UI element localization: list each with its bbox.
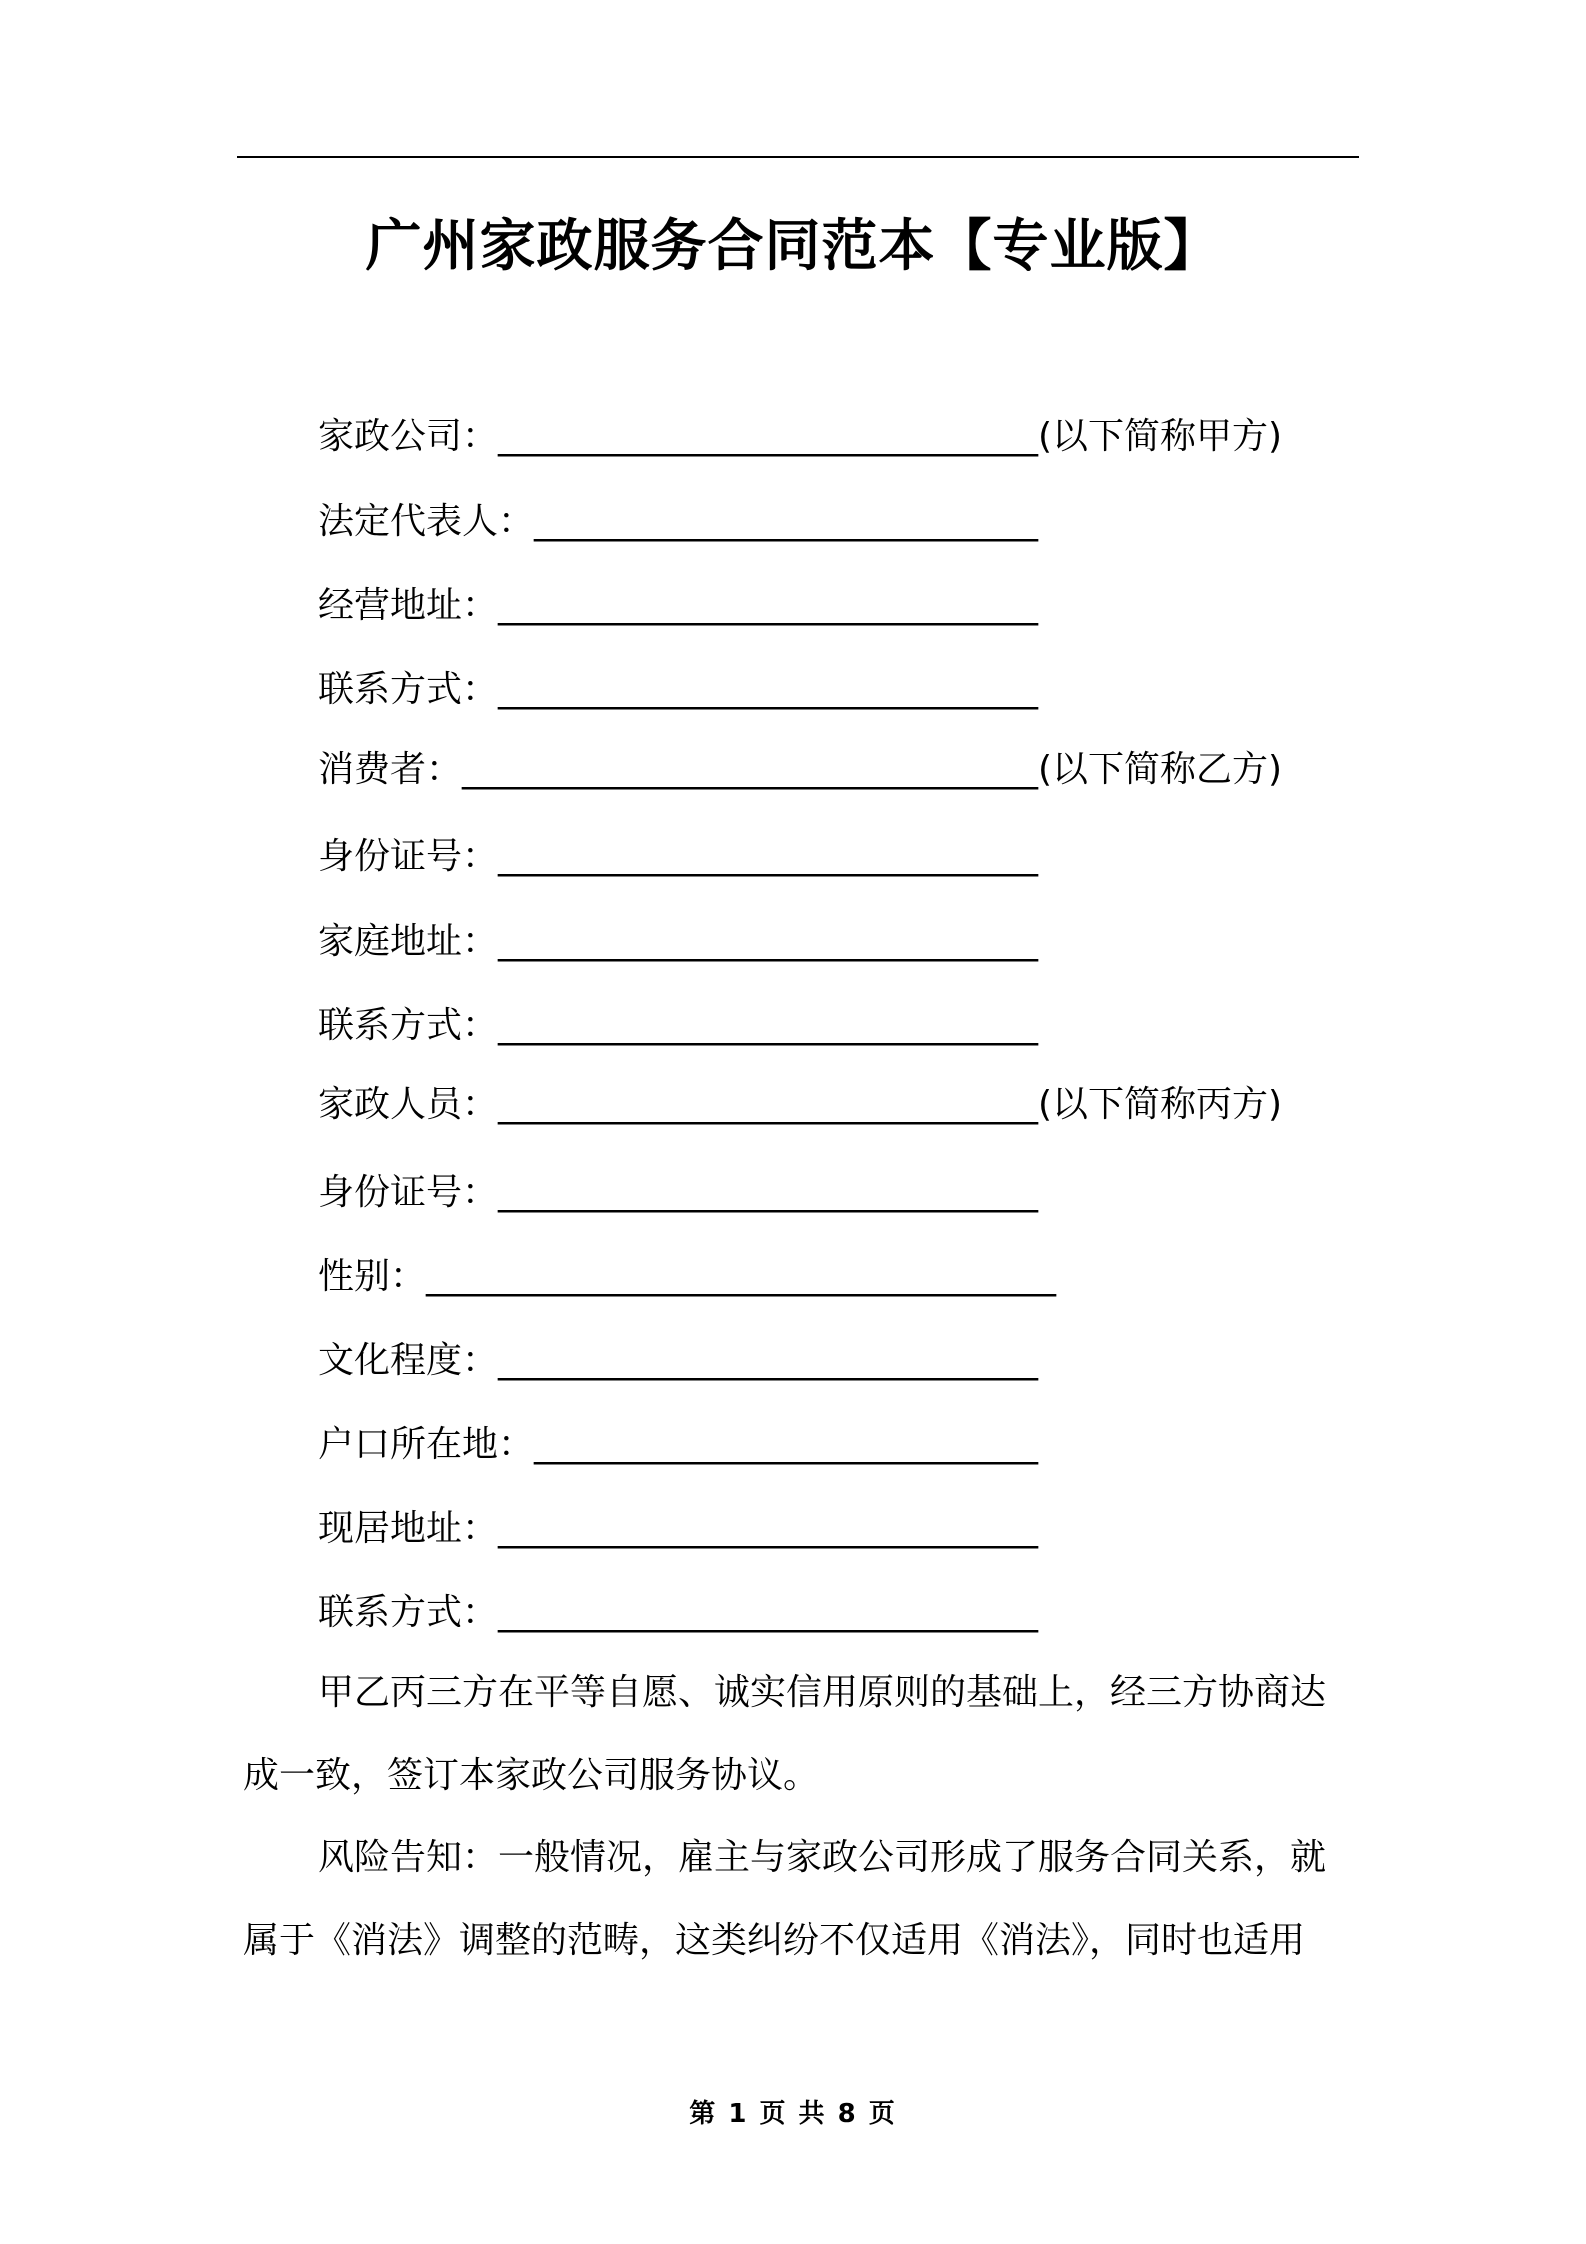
field-current-address	[318, 1504, 1038, 1554]
header-rule	[237, 156, 1359, 158]
field-label: 文化程度：	[318, 1340, 499, 1381]
field-company	[318, 412, 1282, 462]
field-label: 经营地址：	[318, 585, 499, 626]
page-number-footer: 第 1 页 共 8 页	[689, 2099, 897, 2129]
field-label: 户口所在地：	[318, 1424, 535, 1465]
field-label: 消费者：	[318, 749, 463, 790]
field-education	[318, 1336, 1038, 1386]
field-label: 身份证号：	[318, 1172, 499, 1213]
agreement-paragraph	[243, 1668, 1357, 1801]
fill-in-blank: ______________________________	[498, 1084, 1039, 1125]
field-domestic-worker	[318, 1080, 1282, 1130]
paragraph-line: 风险告知：一般情况，雇主与家政公司形成了服务合同关系，就	[318, 1837, 1327, 1878]
paragraph-line: 甲乙丙三方在平等自愿、诚实信用原则的基础上，经三方协商达	[318, 1672, 1327, 1713]
risk-notice-paragraph	[243, 1833, 1357, 1966]
field-gender	[318, 1252, 1056, 1302]
field-household-registration	[318, 1420, 1038, 1470]
fill-in-blank: ______________________________	[498, 1340, 1039, 1381]
fill-in-blank: ______________________________	[498, 669, 1039, 710]
field-consumer-id	[318, 832, 1038, 882]
field-business-address	[318, 581, 1038, 631]
fill-in-blank: ______________________________	[498, 1592, 1039, 1633]
field-label: 家庭地址：	[318, 921, 499, 962]
fill-in-blank: ______________________________	[498, 585, 1039, 626]
fill-in-blank: ______________________________	[498, 921, 1039, 962]
fill-in-blank: ____________________________	[534, 501, 1039, 542]
field-label: 联系方式：	[318, 1005, 499, 1046]
field-consumer-contact	[318, 1001, 1038, 1051]
field-label: 性别：	[318, 1256, 427, 1297]
field-label: 法定代表人：	[318, 501, 535, 542]
fill-in-blank: ______________________________	[498, 1172, 1039, 1213]
fill-in-blank: ____________________________	[534, 1424, 1039, 1465]
field-label: 身份证号：	[318, 836, 499, 877]
document-title: 广州家政服务合同范本【专业版】	[365, 214, 1221, 279]
field-label: 联系方式：	[318, 1592, 499, 1633]
field-worker-contact	[318, 1588, 1038, 1638]
fill-in-blank: ______________________________	[498, 416, 1039, 457]
paragraph-line: 成一致，签订本家政公司服务协议。	[243, 1755, 820, 1796]
field-label: 家政人员：	[318, 1084, 499, 1125]
field-legal-representative	[318, 497, 1038, 547]
fill-in-blank: ______________________________	[498, 1508, 1039, 1549]
party-alias: (以下简称乙方)	[1038, 749, 1283, 790]
fill-in-blank: ______________________________	[498, 1005, 1039, 1046]
party-alias: (以下简称丙方)	[1038, 1084, 1283, 1125]
field-worker-id	[318, 1168, 1038, 1218]
field-home-address	[318, 917, 1038, 967]
fill-in-blank: ___________________________________	[426, 1256, 1057, 1297]
party-alias: (以下简称甲方)	[1038, 416, 1283, 457]
field-label: 现居地址：	[318, 1508, 499, 1549]
fill-in-blank: ________________________________	[462, 749, 1039, 790]
field-consumer	[318, 745, 1282, 795]
fill-in-blank: ______________________________	[498, 836, 1039, 877]
field-label: 联系方式：	[318, 669, 499, 710]
paragraph-line: 属于《消法》调整的范畴，这类纠纷不仅适用《消法》，同时也适用	[243, 1920, 1306, 1961]
field-label: 家政公司：	[318, 416, 499, 457]
field-company-contact	[318, 665, 1038, 715]
